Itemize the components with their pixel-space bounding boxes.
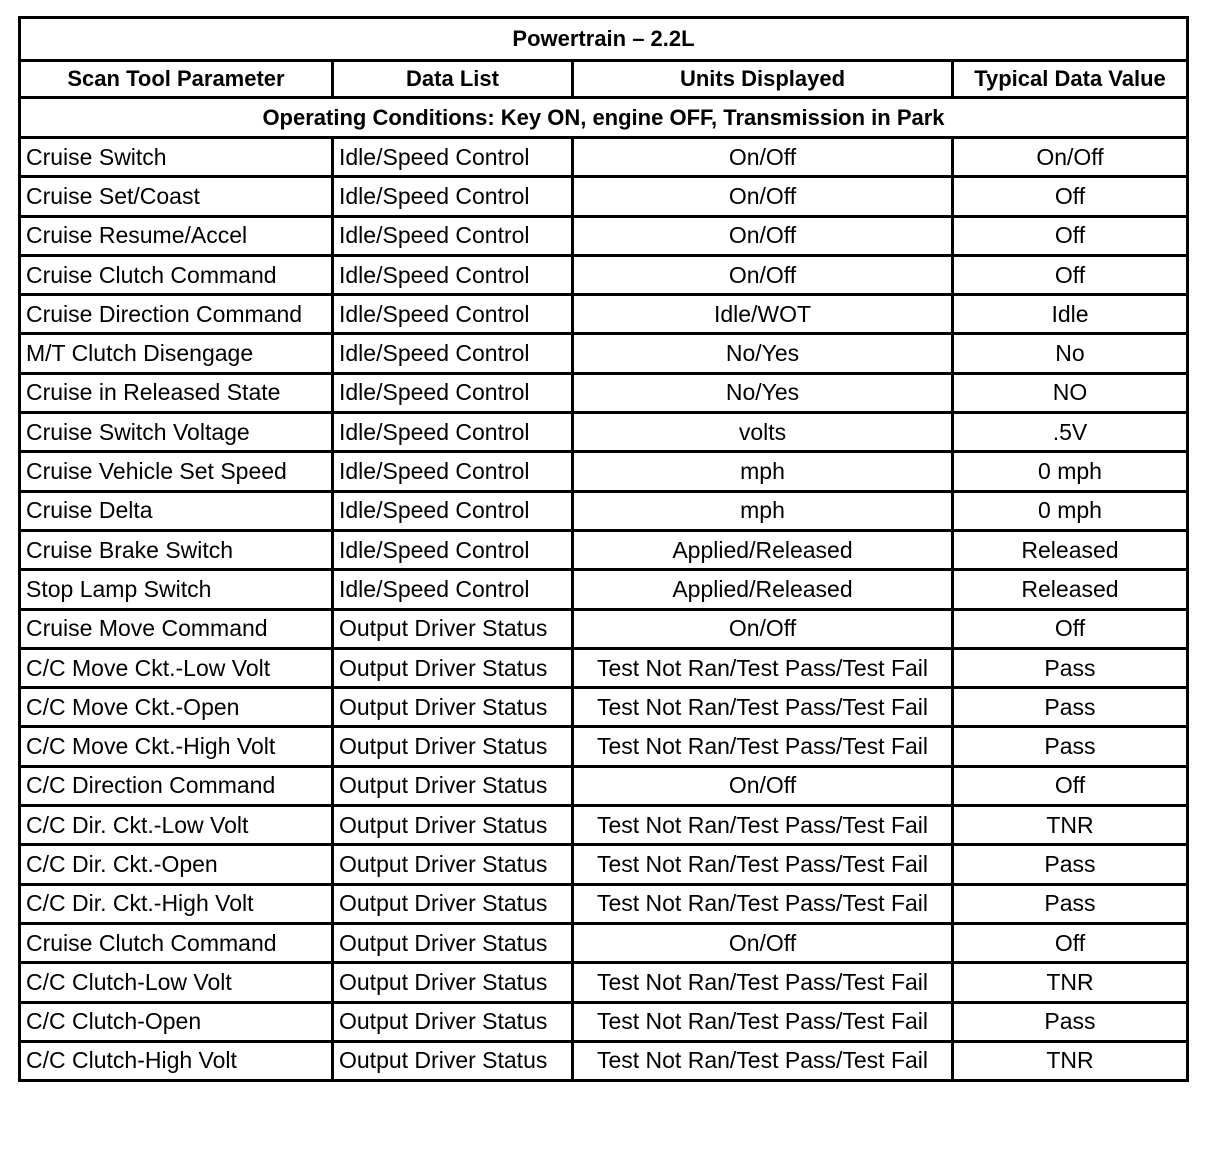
units-cell: Test Not Ran/Test Pass/Test Fail — [573, 727, 953, 766]
table-row — [20, 845, 1188, 884]
units-cell: volts — [573, 413, 953, 452]
units-cell: On/Off — [573, 766, 953, 805]
data-list-cell: Idle/Speed Control — [333, 491, 573, 530]
typical-value-cell: Pass — [953, 884, 1188, 923]
units-cell: On/Off — [573, 609, 953, 648]
parameter-cell: Cruise Switch Voltage — [20, 413, 333, 452]
units-cell: Applied/Released — [573, 530, 953, 569]
typical-value-cell: Off — [953, 216, 1188, 255]
table-row — [20, 570, 1188, 609]
typical-value-cell: Off — [953, 923, 1188, 962]
table-row — [20, 688, 1188, 727]
units-cell: No/Yes — [573, 334, 953, 373]
table-row — [20, 1041, 1188, 1080]
typical-value-cell: Pass — [953, 688, 1188, 727]
parameter-cell: Cruise Clutch Command — [20, 255, 333, 294]
parameter-cell: C/C Clutch-Open — [20, 1002, 333, 1041]
table-row — [20, 138, 1188, 177]
units-cell: No/Yes — [573, 373, 953, 412]
parameter-cell: M/T Clutch Disengage — [20, 334, 333, 373]
data-list-cell: Idle/Speed Control — [333, 530, 573, 569]
typical-value-cell: 0 mph — [953, 452, 1188, 491]
typical-value-cell: NO — [953, 373, 1188, 412]
data-list-cell: Output Driver Status — [333, 1041, 573, 1080]
parameter-cell: C/C Clutch-Low Volt — [20, 963, 333, 1002]
units-cell: On/Off — [573, 923, 953, 962]
data-list-cell: Output Driver Status — [333, 884, 573, 923]
data-list-cell: Idle/Speed Control — [333, 452, 573, 491]
data-list-cell: Output Driver Status — [333, 766, 573, 805]
table-row — [20, 648, 1188, 687]
table-row — [20, 413, 1188, 452]
parameter-cell: C/C Direction Command — [20, 766, 333, 805]
typical-value-cell: Released — [953, 530, 1188, 569]
data-list-cell: Idle/Speed Control — [333, 334, 573, 373]
data-list-cell: Output Driver Status — [333, 806, 573, 845]
typical-value-cell: Pass — [953, 845, 1188, 884]
typical-value-cell: No — [953, 334, 1188, 373]
data-list-cell: Output Driver Status — [333, 688, 573, 727]
parameter-cell: Cruise Clutch Command — [20, 923, 333, 962]
data-list-cell: Idle/Speed Control — [333, 373, 573, 412]
table-row — [20, 1002, 1188, 1041]
parameter-cell: C/C Dir. Ckt.-Open — [20, 845, 333, 884]
table-row — [20, 806, 1188, 845]
units-cell: On/Off — [573, 216, 953, 255]
column-header-row — [20, 61, 1188, 98]
data-list-cell: Output Driver Status — [333, 845, 573, 884]
data-list-cell: Idle/Speed Control — [333, 216, 573, 255]
units-cell: Applied/Released — [573, 570, 953, 609]
parameter-cell: Cruise Vehicle Set Speed — [20, 452, 333, 491]
operating-conditions: Operating Conditions: Key ON, engine OFF, Transmission in Park — [20, 98, 1188, 138]
units-cell: Test Not Ran/Test Pass/Test Fail — [573, 806, 953, 845]
typical-value-cell: 0 mph — [953, 491, 1188, 530]
powertrain-data-table — [18, 16, 1189, 1082]
table-title: Powertrain – 2.2L — [20, 18, 1188, 61]
parameter-cell: Cruise Resume/Accel — [20, 216, 333, 255]
units-cell: Test Not Ran/Test Pass/Test Fail — [573, 1002, 953, 1041]
typical-value-cell: TNR — [953, 806, 1188, 845]
units-cell: Test Not Ran/Test Pass/Test Fail — [573, 963, 953, 1002]
data-list-cell: Output Driver Status — [333, 1002, 573, 1041]
parameter-cell: Cruise Switch — [20, 138, 333, 177]
typical-value-cell: TNR — [953, 963, 1188, 1002]
data-list-cell: Idle/Speed Control — [333, 177, 573, 216]
data-list-cell: Idle/Speed Control — [333, 413, 573, 452]
typical-value-cell: On/Off — [953, 138, 1188, 177]
parameter-cell: Cruise Move Command — [20, 609, 333, 648]
typical-value-cell: Pass — [953, 648, 1188, 687]
data-list-cell: Idle/Speed Control — [333, 295, 573, 334]
typical-value-cell: Off — [953, 609, 1188, 648]
data-list-cell: Output Driver Status — [333, 963, 573, 1002]
column-header-data-list: Data List — [333, 61, 573, 98]
operating-conditions-row — [20, 98, 1188, 138]
table-row — [20, 530, 1188, 569]
units-cell: mph — [573, 452, 953, 491]
typical-value-cell: Idle — [953, 295, 1188, 334]
table-row — [20, 963, 1188, 1002]
table-row — [20, 884, 1188, 923]
units-cell: Test Not Ran/Test Pass/Test Fail — [573, 884, 953, 923]
data-list-cell: Output Driver Status — [333, 923, 573, 962]
typical-value-cell: Pass — [953, 727, 1188, 766]
typical-value-cell: Off — [953, 177, 1188, 216]
parameter-cell: C/C Move Ckt.-Open — [20, 688, 333, 727]
data-list-cell: Output Driver Status — [333, 648, 573, 687]
units-cell: Test Not Ran/Test Pass/Test Fail — [573, 688, 953, 727]
units-cell: On/Off — [573, 138, 953, 177]
units-cell: mph — [573, 491, 953, 530]
table-row — [20, 216, 1188, 255]
parameter-cell: Cruise in Released State — [20, 373, 333, 412]
typical-value-cell: .5V — [953, 413, 1188, 452]
table-row — [20, 452, 1188, 491]
table-row — [20, 295, 1188, 334]
table-row — [20, 255, 1188, 294]
table-title-row — [20, 18, 1188, 61]
parameter-cell: Cruise Direction Command — [20, 295, 333, 334]
typical-value-cell: Off — [953, 766, 1188, 805]
table-row — [20, 491, 1188, 530]
parameter-cell: C/C Dir. Ckt.-Low Volt — [20, 806, 333, 845]
data-list-cell: Output Driver Status — [333, 609, 573, 648]
column-header-units: Units Displayed — [573, 61, 953, 98]
data-list-cell: Output Driver Status — [333, 727, 573, 766]
parameter-cell: C/C Dir. Ckt.-High Volt — [20, 884, 333, 923]
units-cell: On/Off — [573, 255, 953, 294]
typical-value-cell: Released — [953, 570, 1188, 609]
table-row — [20, 334, 1188, 373]
parameter-cell: C/C Clutch-High Volt — [20, 1041, 333, 1080]
parameter-cell: Stop Lamp Switch — [20, 570, 333, 609]
table-row — [20, 373, 1188, 412]
column-header-typical-value: Typical Data Value — [953, 61, 1188, 98]
units-cell: Test Not Ran/Test Pass/Test Fail — [573, 1041, 953, 1080]
typical-value-cell: Off — [953, 255, 1188, 294]
parameter-cell: Cruise Brake Switch — [20, 530, 333, 569]
typical-value-cell: Pass — [953, 1002, 1188, 1041]
column-header-parameter: Scan Tool Parameter — [20, 61, 333, 98]
parameter-cell: C/C Move Ckt.-Low Volt — [20, 648, 333, 687]
parameter-cell: Cruise Set/Coast — [20, 177, 333, 216]
typical-value-cell: TNR — [953, 1041, 1188, 1080]
parameter-cell: C/C Move Ckt.-High Volt — [20, 727, 333, 766]
table-row — [20, 609, 1188, 648]
table-row — [20, 177, 1188, 216]
data-list-cell: Idle/Speed Control — [333, 138, 573, 177]
table-row — [20, 766, 1188, 805]
table-row — [20, 727, 1188, 766]
units-cell: On/Off — [573, 177, 953, 216]
table-row — [20, 923, 1188, 962]
parameter-cell: Cruise Delta — [20, 491, 333, 530]
data-list-cell: Idle/Speed Control — [333, 255, 573, 294]
units-cell: Idle/WOT — [573, 295, 953, 334]
data-list-cell: Idle/Speed Control — [333, 570, 573, 609]
units-cell: Test Not Ran/Test Pass/Test Fail — [573, 845, 953, 884]
units-cell: Test Not Ran/Test Pass/Test Fail — [573, 648, 953, 687]
